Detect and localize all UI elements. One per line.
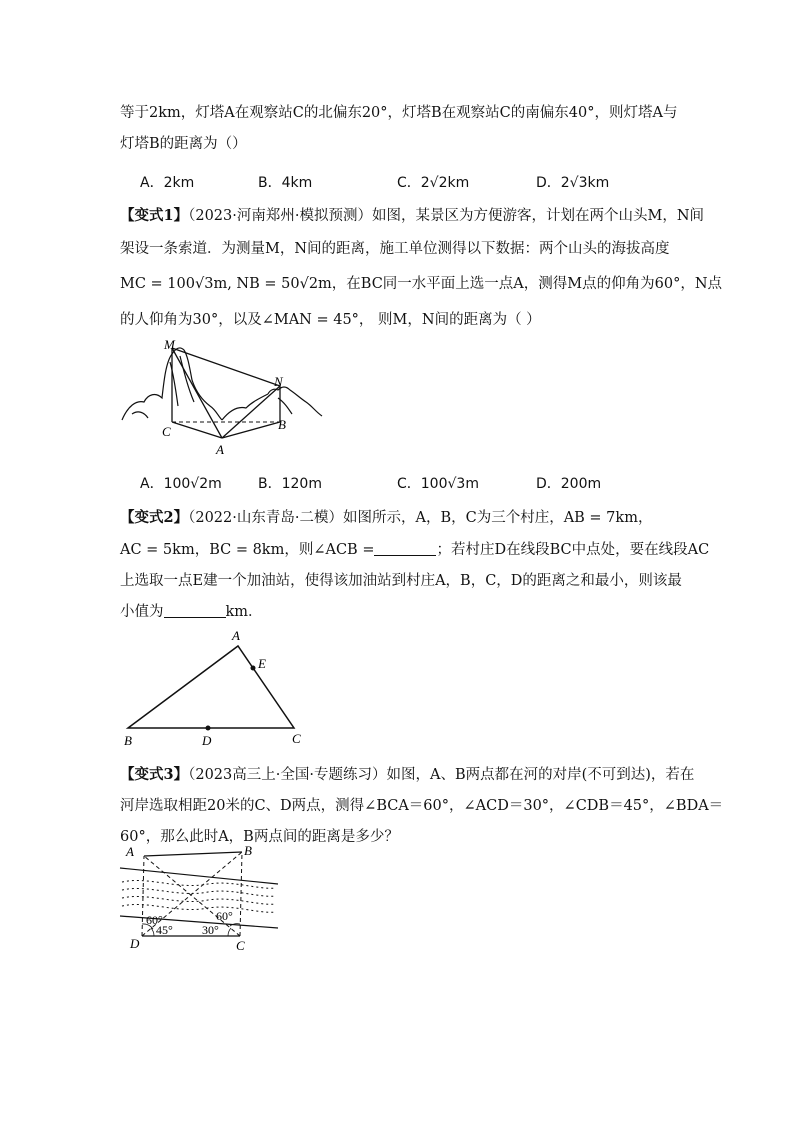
v1-option-b: B．120m [258, 476, 322, 492]
v2-line-2 [120, 539, 709, 561]
v3-source: （2023高三上·全国·专题练习） [188, 767, 387, 783]
v1-line-4: 的人仰角为30°，以及∠MAN = 45°， 则M，N间的距离为（ ） [120, 312, 541, 328]
v1-label-n: N [274, 374, 283, 389]
v1-label-c: C [162, 424, 171, 439]
v2-text-2b: ；若村庄D在线段BC中点处，要在线段AC [436, 542, 710, 558]
q0-option-d: D．2√3km [536, 175, 610, 191]
v3-angle-60-left: 60° [146, 913, 163, 927]
v2-text-2a: AC = 5km，BC = 8km，则∠ACB = [120, 542, 375, 558]
v3-line-1 [120, 764, 694, 786]
v2-triangle-figure [118, 626, 318, 750]
v1-label-b: B [278, 417, 286, 432]
v2-text-4b: km． [225, 604, 263, 620]
v2-label-b: B [124, 733, 132, 748]
v3-angle-45: 45° [156, 923, 173, 937]
v3-label-d: D [130, 936, 140, 951]
v1-option-a: A．100√2m [140, 476, 222, 492]
v2-line-1 [120, 507, 652, 529]
v1-option-d: D．200m [536, 476, 602, 492]
v3-label-a: A [126, 844, 134, 859]
v1-source: （2023·河南郑州·模拟预测） [188, 208, 372, 224]
v2-label-d: D [202, 733, 212, 748]
v1-option-c: C．100√3m [397, 476, 479, 492]
v2-line-3: 上选取一点E建一个加油站，使得该加油站到村庄A，B，C，D的距离之和最小，则该最 [120, 573, 682, 589]
v1-label-m: M [164, 337, 175, 352]
v2-answer-blank-1[interactable] [374, 541, 436, 556]
q0-option-c: C．2√2km [397, 175, 470, 191]
v3-angle-60-right: 60° [216, 909, 233, 923]
v3-river-figure [118, 840, 288, 952]
v1-line-3: MC = 100√3m, NB = 50√2m，在BC同一水平面上选一点A，测得M点的仰角为60°，N点 [120, 276, 723, 292]
v2-label-a: A [232, 628, 240, 643]
v3-label-c: C [236, 938, 245, 952]
v1-line-1 [120, 205, 704, 227]
v2-tag: 【变式2】 [120, 509, 189, 526]
v3-line-3: 60°，那么此时A，B两点间的距离是多少？ [120, 829, 399, 845]
v2-label-e: E [258, 656, 266, 671]
v2-source: （2022·山东青岛·二模） [188, 510, 343, 526]
v1-mountain-figure [118, 336, 328, 458]
q0-option-b: B．4km [258, 175, 313, 191]
v3-angle-30: 30° [202, 923, 219, 937]
v2-text-1: 如图所示，A，B，C为三个村庄，AB = 7km， [342, 510, 653, 526]
v1-line-2: 架设一条索道．为测量M，N间的距离，施工单位测得以下数据：两个山头的海拔高度 [120, 241, 670, 257]
v3-text-1: 如图，A、B两点都在河的对岸(不可到达)，若在 [386, 767, 695, 783]
v1-tag: 【变式1】 [120, 207, 189, 224]
v2-text-4a: 小值为 [120, 604, 164, 620]
v3-tag: 【变式3】 [120, 766, 189, 783]
q0-option-a: A．2km [140, 175, 195, 191]
q0-line-2: 灯塔B的距离为（） [120, 136, 247, 152]
q0-line-1: 等于2km，灯塔A在观察站C的北偏东20°，灯塔B在观察站C的南偏东40°，则灯塔A与 [120, 105, 678, 121]
v3-label-b: B [244, 843, 252, 858]
v1-label-a: A [216, 442, 224, 457]
v1-text-1: 如图，某景区为方便游客，计划在两个山头M，N间 [371, 208, 705, 224]
v2-line-4 [120, 601, 263, 623]
v2-label-c: C [292, 731, 301, 746]
v2-answer-blank-2[interactable] [164, 603, 226, 618]
v3-line-2: 河岸选取相距20米的C、D两点，测得∠BCA＝60°，∠ACD＝30°，∠CDB＝45°，∠BDA＝ [120, 798, 724, 814]
